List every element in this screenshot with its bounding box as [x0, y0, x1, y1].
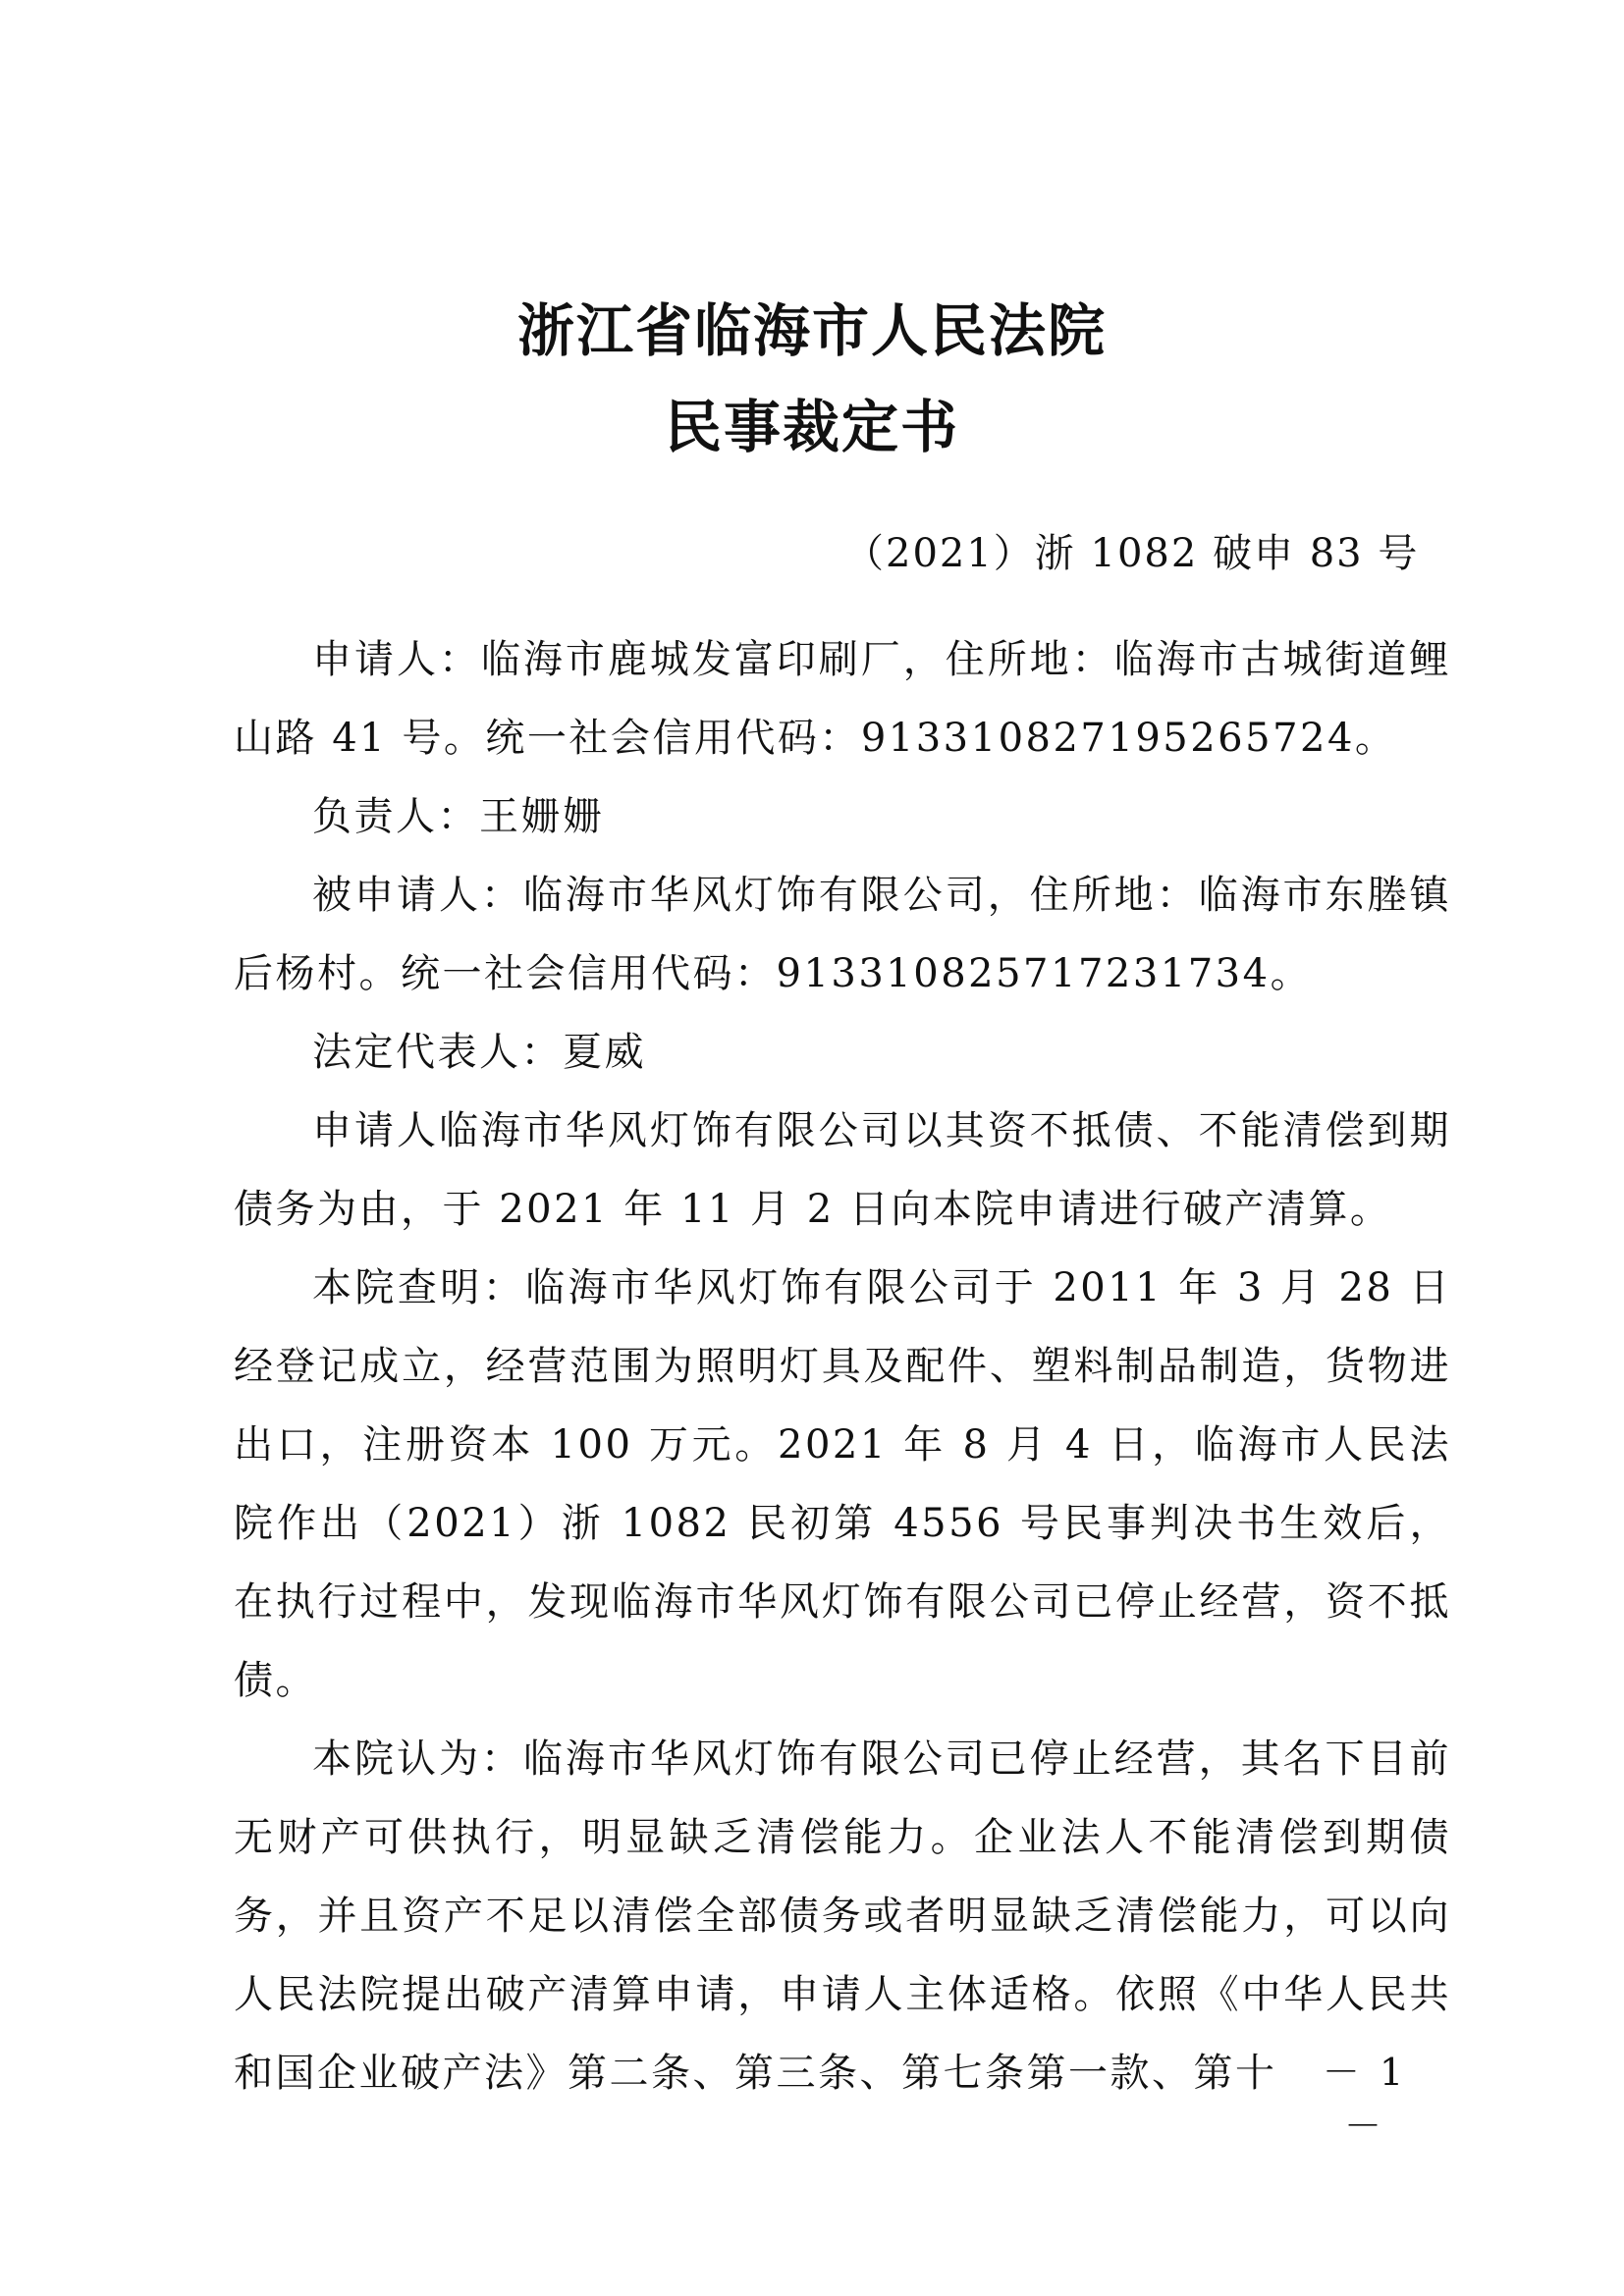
- court-opinion-paragraph: 本院认为：临海市华风灯饰有限公司已停止经营，其名下目前无财产可供执行，明显缺乏清偿能力。企业法人不能清偿到期债务，并且资产不足以清偿全部债务或者明显缺乏清偿能力，可以向人民法院提出破产清算申请，申请人主体适格。依照《中华人民共和国企业破产法》第二条、第三条、第七条第一款、第十: [234, 1736, 1451, 2096]
- respondent-paragraph: 被申请人：临海市华风灯饰有限公司，住所地：临海市东塍镇后杨村。统一社会信用代码：913310825717231734。: [234, 873, 1451, 996]
- applicant-responsible-person: 负责人：王姗姗: [312, 794, 605, 839]
- respondent-legal-representative: 法定代表人：夏威: [312, 1030, 646, 1075]
- court-name-heading: 浙江省临海市人民法院: [516, 297, 1107, 364]
- page-number: － 1 －: [1322, 2051, 1408, 2148]
- application-paragraph: 申请人临海市华风灯饰有限公司以其资不抵债、不能清偿到期债务为由，于 2021 年 11 月 2 日向本院申请进行破产清算。: [234, 1108, 1451, 1232]
- case-number: （2021）浙 1082 破申 83 号: [844, 531, 1420, 576]
- findings-paragraph: 本院查明：临海市华风灯饰有限公司于 2011 年 3 月 28 日经登记成立，经营范围为照明灯具及配件、塑料制品制造，货物进出口，注册资本 100 万元。2021 年 8 月 4 日，临海市人民法院作出（2021）浙 1082 民初第 4556 号民事判决书生效后，在执行过程中，发现临海市华风灯饰有限公司已停止经营，资不抵债。: [234, 1265, 1451, 1703]
- document-body: [234, 620, 1451, 2112]
- document-type-heading: 民事裁定书: [664, 394, 959, 460]
- applicant-paragraph: 申请人：临海市鹿城发富印刷厂，住所地：临海市古城街道鲤山路 41 号。统一社会信用代码：913310827195265724。: [234, 637, 1451, 761]
